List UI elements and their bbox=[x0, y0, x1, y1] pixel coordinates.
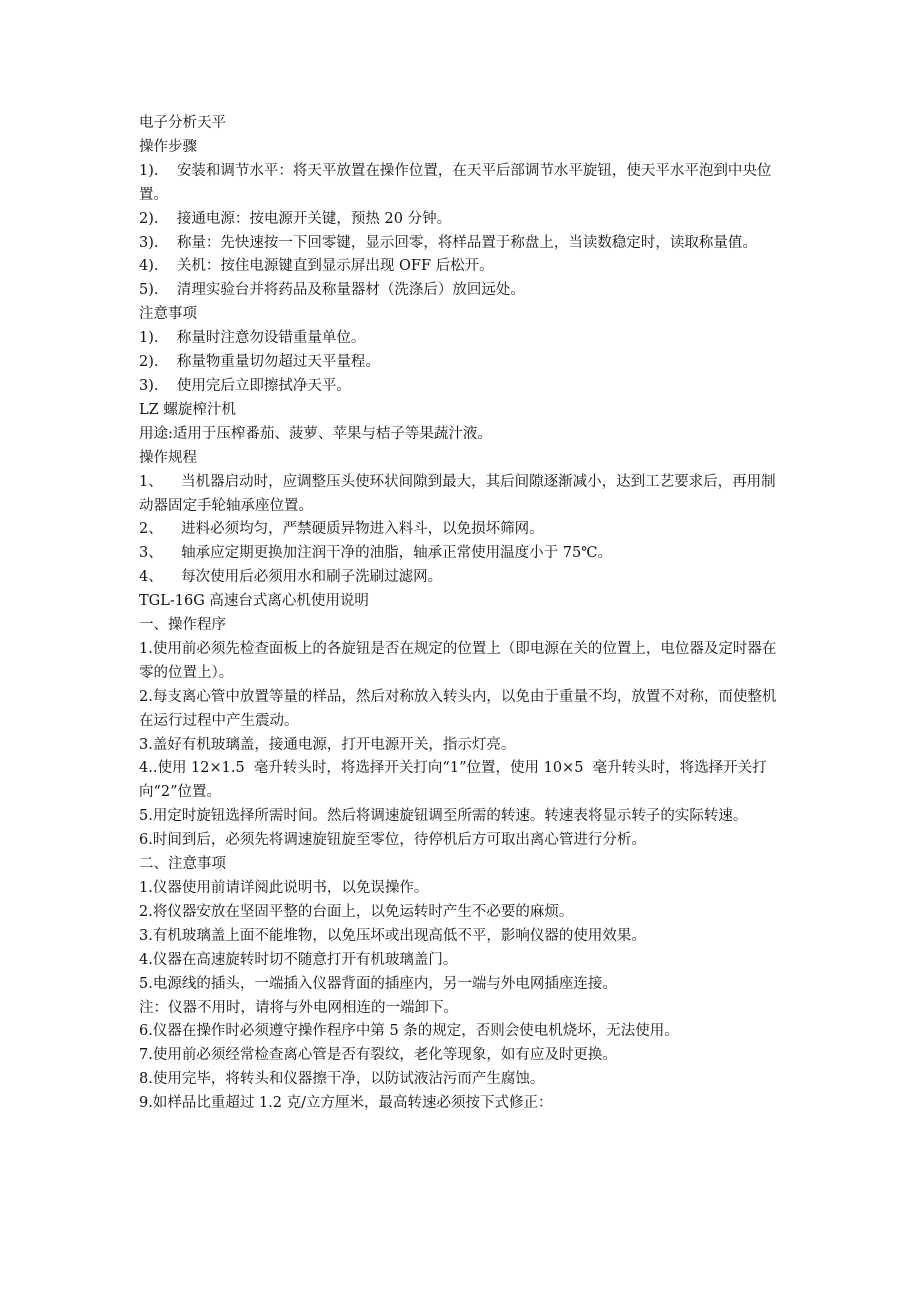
balance-note-1: 1). 称量时注意勿设错重量单位。 bbox=[139, 330, 366, 347]
centrifuge-note-4: 4.仪器在高速旋转时切不随意打开有机玻璃盖门。 bbox=[139, 951, 458, 968]
section-title-juicer: LZ 螺旋榨汁机 bbox=[139, 401, 236, 418]
document-page bbox=[139, 112, 784, 1116]
juicer-step-4: 4、 每次使用后必须用水和刷子洗刷过滤网。 bbox=[139, 569, 443, 586]
centrifuge-note-7: 7.使用前必须经常检查离心管是否有裂纹，老化等现象，如有应及时更换。 bbox=[139, 1047, 617, 1064]
subheading-balance-notes: 注意事项 bbox=[139, 306, 197, 323]
balance-step-5: 5). 清理实验台并将药品及称量器材（洗涤后）放回远处。 bbox=[139, 282, 525, 299]
balance-note-3: 3). 使用完后立即擦拭净天平。 bbox=[139, 377, 351, 394]
centrifuge-note-6: 6.仪器在操作时必须遵守操作程序中第 5 条的规定，否则会使电机烧坏，无法使用。 bbox=[139, 1023, 679, 1040]
balance-step-3: 3). 称量：先快速按一下回零键，显示回零，将样品置于称盘上，当读数稳定时，读取称量值。 bbox=[139, 234, 757, 251]
juicer-step-1: 1、 当机器启动时，应调整压头使环状间隙到最大，其后间隙逐渐减小，达到工艺要求后，再用制动器固定手轮轴承座位置。 bbox=[139, 473, 776, 514]
centrifuge-step-5: 5.用定时旋钮选择所需时间。然后将调速旋钮调至所需的转速。转速表将显示转子的实际转速。 bbox=[139, 808, 748, 825]
centrifuge-note-8: 8.使用完毕，将转头和仪器擦干净，以防试液沾污而产生腐蚀。 bbox=[139, 1071, 545, 1088]
centrifuge-note-5: 5.电源线的插头，一端插入仪器背面的插座内，另一端与外电网插座连接。 bbox=[139, 975, 617, 992]
centrifuge-note-3: 3.有机玻璃盖上面不能堆物，以免压坏或出现高低不平，影响仪器的使用效果。 bbox=[139, 927, 646, 944]
centrifuge-note-1: 1.仪器使用前请详阅此说明书，以免误操作。 bbox=[139, 880, 429, 896]
centrifuge-note-9: 9.如样品比重超过 1.2 克/立方厘米，最高转速必须按下式修正： bbox=[139, 1095, 553, 1112]
balance-step-4: 4). 关机：按住电源键直到显示屏出现 OFF 后松开。 bbox=[139, 258, 494, 275]
balance-step-1: 1). 安装和调节水平：将天平放置在操作位置，在天平后部调节水平旋钮，使天平水平泡到中央位置。 bbox=[139, 162, 772, 203]
centrifuge-note-remark: 注：仪器不用时，请将与外电网相连的一端卸下。 bbox=[139, 999, 458, 1016]
section-title-balance: 电子分析天平 bbox=[139, 115, 226, 131]
centrifuge-step-1: 1.使用前必须先检查面板上的各旋钮是否在规定的位置上（即电源在关的位置上，电位器及定时器在零的位置上）。 bbox=[139, 640, 777, 681]
juicer-usage: 用途:适用于压榨番茄、菠萝、苹果与桔子等果蔬汁液。 bbox=[139, 425, 492, 442]
subheading-operation-steps: 操作步骤 bbox=[139, 138, 197, 155]
balance-note-2: 2). 称量物重量切勿超过天平量程。 bbox=[139, 354, 380, 371]
section-title-centrifuge: TGL-16G 高速台式离心机使用说明 bbox=[139, 593, 369, 610]
balance-step-2: 2). 接通电源：按电源开关键，预热 20 分钟。 bbox=[139, 210, 452, 227]
subheading-centrifuge-notes: 二、注意事项 bbox=[139, 856, 226, 873]
subheading-centrifuge-procedure: 一、操作程序 bbox=[139, 617, 226, 634]
centrifuge-step-4: 4..使用 12×1.5 毫升转头时，将选择开关打向“1”位置，使用 10×5 毫升转头时，将选择开关打向“2”位置。 bbox=[139, 760, 767, 801]
centrifuge-step-3: 3.盖好有机玻璃盖，接通电源，打开电源开关，指示灯亮。 bbox=[139, 736, 516, 753]
centrifuge-step-2: 2.每支离心管中放置等量的样品，然后对称放入转头内，以免由于重量不均，放置不对称，而使整机在运行过程中产生震动。 bbox=[139, 688, 777, 729]
subheading-juicer-procedure: 操作规程 bbox=[139, 449, 197, 466]
centrifuge-note-2: 2.将仪器安放在坚固平整的台面上，以免运转时产生不必要的麻烦。 bbox=[139, 903, 574, 920]
juicer-step-3: 3、 轴承应定期更换加注润干净的油脂，轴承正常使用温度小于 75℃。 bbox=[139, 545, 612, 562]
centrifuge-step-6: 6.时间到后，必须先将调速旋钮旋至零位，待停机后方可取出离心管进行分析。 bbox=[139, 832, 646, 849]
juicer-step-2: 2、 进料必须均匀，严禁硬质异物进入料斗，以免损坏筛网。 bbox=[139, 521, 544, 538]
